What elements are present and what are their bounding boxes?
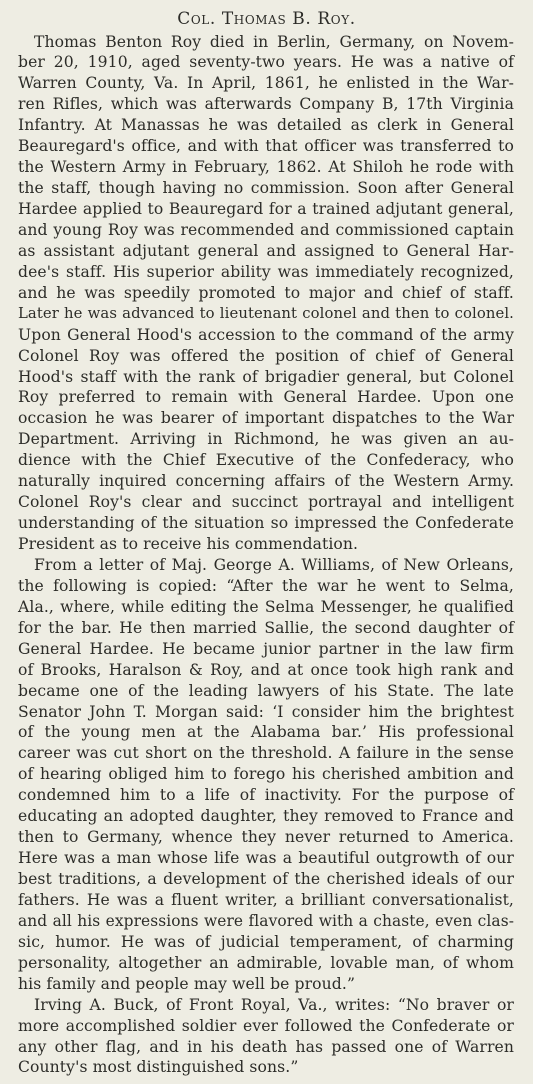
text-line: understanding of the situation so impressed the Confederate	[18, 514, 514, 533]
text-line: and young Roy was recommended and commissioned captain	[18, 220, 514, 239]
text-line: became one of the leading lawyers of his State. The late	[18, 681, 514, 700]
text-line: Thomas Benton Roy died in Berlin, Germany, on Novem-	[34, 32, 514, 51]
text-line: his family and people may well be proud.”	[18, 974, 356, 993]
text-line: Department. Arriving in Richmond, he was given an au-	[18, 430, 514, 449]
text-line: Upon General Hood's accession to the command of the army	[18, 325, 514, 344]
text-line: dee's staff. His superior ability was immediately recognized,	[18, 262, 514, 281]
text-line: County's most distinguished sons.”	[18, 1058, 299, 1077]
text-line: Roy preferred to remain with General Hardee. Upon one	[18, 388, 514, 407]
text-line: ber 20, 1910, aged seventy-two years. He was a native of	[18, 53, 514, 72]
text-line: condemned him to a life of inactivity. For the purpose of	[18, 786, 514, 805]
text-line: more accomplished soldier ever followed the Confederate or	[18, 1016, 514, 1035]
text-line: educating an adopted daughter, they removed to France and	[18, 807, 514, 826]
text-line: the Western Army in February, 1862. At Shiloh he rode with	[18, 158, 514, 177]
text-line: the staff, though having no commission. Soon after General	[18, 179, 514, 198]
text-line: any other flag, and in his death has passed one of Warren	[18, 1037, 514, 1056]
text-line: President as to receive his commendation.	[18, 535, 359, 553]
text-line: Warren County, Va. In April, 1861, he enlisted in the War-	[18, 74, 514, 93]
text-line: then to Germany, whence they never returned to America.	[18, 828, 514, 847]
text-line: sic, humor. He was of judicial temperament, of charming	[18, 932, 514, 951]
text-line: ren Rifles, which was afterwards Company B, 17th Virginia	[18, 95, 514, 114]
text-line: of hearing obliged him to forego his cherished ambition and	[18, 765, 514, 784]
article-title: Col. Thomas B. Roy.	[177, 9, 356, 29]
text-line: for the bar. He then married Sallie, the second daughter of	[18, 618, 514, 637]
text-line: Later he was advanced to lieutenant colonel and then to colonel.	[18, 304, 514, 322]
article-body	[18, 32, 514, 1079]
text-line: and he was speedily promoted to major and chief of staff.	[18, 283, 514, 302]
text-line: Hardee applied to Beauregard for a trained adjutant general,	[18, 200, 514, 218]
text-line: occasion he was bearer of important dispatches to the War	[18, 409, 514, 428]
text-line: General Hardee. He became junior partner in the law firm	[18, 639, 514, 658]
text-line: the following is copied: “After the war he went to Selma,	[18, 576, 514, 595]
text-line: Beauregard's office, and with that officer was transferred to	[18, 137, 514, 156]
text-line: Infantry. At Manassas he was detailed as clerk in General	[18, 116, 514, 135]
text-line: dience with the Chief Executive of the Confederacy, who	[18, 451, 514, 470]
text-line: Colonel Roy's clear and succinct portrayal and intelligent	[18, 493, 514, 512]
text-line: best traditions, a development of the cherished ideals of our	[18, 870, 514, 888]
text-line: fathers. He was a fluent writer, a brilliant conversationalist,	[18, 890, 514, 909]
text-line: Senator John T. Morgan said: ‘I consider him the brightest	[18, 702, 514, 721]
text-line: and all his expressions were flavored with a chaste, even clas-	[18, 911, 514, 930]
text-line: Irving A. Buck, of Front Royal, Va., writes: “No braver or	[34, 995, 514, 1014]
text-line: Here was a man whose life was a beautiful outgrowth of our	[18, 849, 514, 868]
text-line: career was cut short on the threshold. A failure in the sense	[18, 744, 514, 763]
text-line: of Brooks, Haralson & Roy, and at once took high rank and	[18, 660, 514, 679]
text-line: as assistant adjutant general and assigned to General Har-	[18, 241, 514, 260]
text-line: Ala., where, while editing the Selma Messenger, he qualified	[18, 597, 514, 616]
text-line: naturally inquired concerning affairs of the Western Army.	[18, 472, 514, 491]
text-line: From a letter of Maj. George A. Williams, of New Orleans,	[34, 555, 514, 574]
text-line: Hood's staff with the rank of brigadier general, but Colonel	[18, 367, 514, 386]
text-line: personality, altogether an admirable, lovable man, of whom	[18, 953, 514, 972]
text-line: Colonel Roy was offered the position of chief of General	[18, 346, 514, 365]
text-line: of the young men at the Alabama bar.’ His professional	[18, 723, 514, 742]
